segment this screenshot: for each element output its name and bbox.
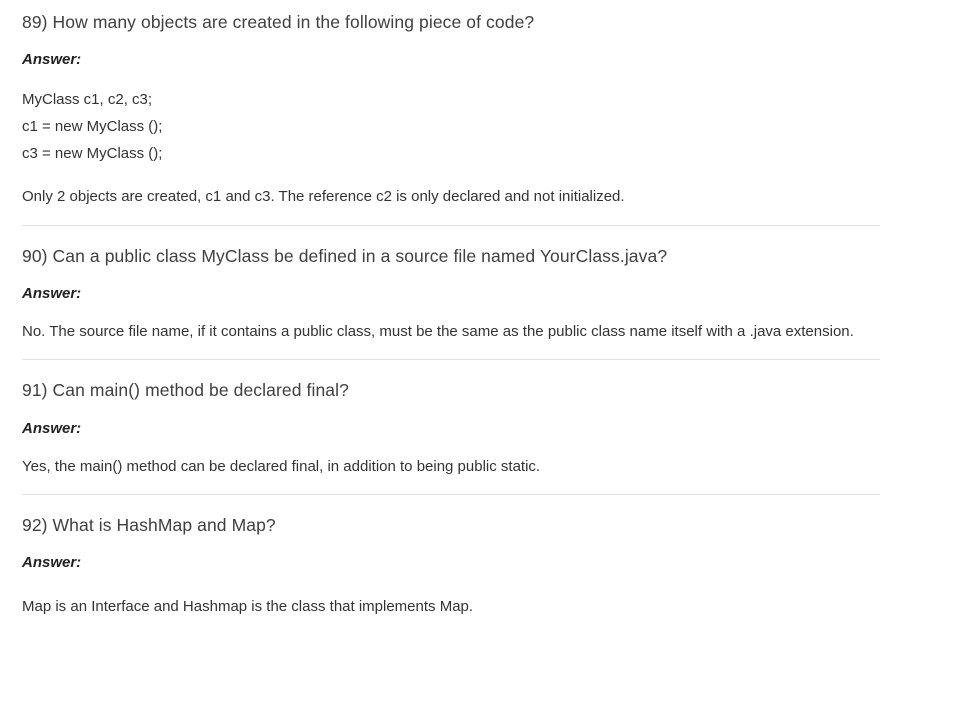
qa-block <box>22 244 880 344</box>
section-divider <box>22 225 880 226</box>
code-line: c3 = new MyClass (); <box>22 145 163 163</box>
qa-block <box>22 513 880 619</box>
section-divider <box>22 359 880 360</box>
answer-label: Answer: <box>22 419 82 437</box>
question-text: 90) Can a public class MyClass be defined in a source file named YourClass.java? <box>22 245 668 266</box>
qa-block <box>22 378 880 478</box>
question-text: 91) Can main() method be declared final? <box>22 380 349 401</box>
answer-paragraph: Yes, the main() method can be declared final, in addition to being public static. <box>22 457 541 475</box>
answer-label: Answer: <box>22 554 82 572</box>
answer-paragraph: No. The source file name, if it contains a public class, must be the same as the public class name itself with a .java extension. <box>22 323 854 340</box>
code-line: c1 = new MyClass (); <box>22 118 163 136</box>
code-line: MyClass c1, c2, c3; <box>22 91 153 109</box>
answer-label: Answer: <box>22 51 82 69</box>
section-divider <box>22 494 880 495</box>
answer-paragraph: Map is an Interface and Hashmap is the class that implements Map. <box>22 598 474 616</box>
qa-block <box>22 10 880 209</box>
question-text: 92) What is HashMap and Map? <box>22 514 276 535</box>
question-text: 89) How many objects are created in the following piece of code? <box>22 12 535 32</box>
code-snippet <box>22 86 880 167</box>
answer-paragraph: Only 2 objects are created, c1 and c3. The reference c2 is only declared and not initialized. <box>22 188 625 206</box>
answer-label: Answer: <box>22 285 82 302</box>
